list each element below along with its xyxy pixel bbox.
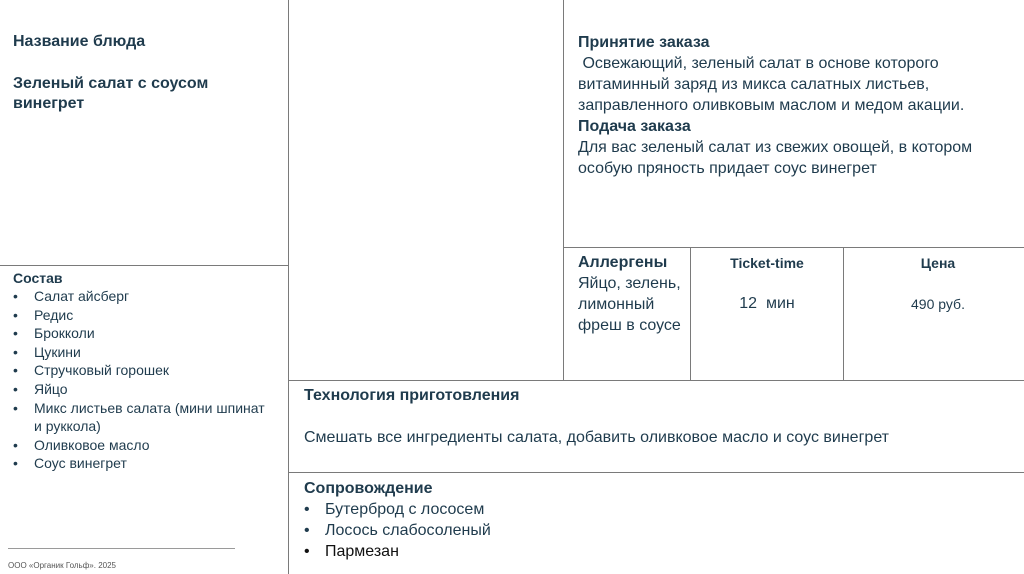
footer-company: ООО «Органик Гольф». 2025	[8, 561, 116, 570]
allergens-section	[578, 252, 686, 336]
order-taking-heading: Принятие заказа	[578, 34, 710, 51]
divider-left-column	[288, 0, 289, 574]
list-item: • Редис	[13, 306, 275, 325]
price-section	[858, 254, 1018, 313]
divider-ticket-price	[843, 247, 844, 380]
accompaniment-heading: Сопровождение	[304, 480, 433, 497]
composition-section	[13, 269, 275, 473]
ticket-time-value: 12 мин	[739, 295, 795, 312]
footer-rule	[8, 548, 235, 549]
ticket-time-heading: Ticket-time	[730, 255, 804, 271]
list-item: • Стручковый горошек	[13, 361, 275, 380]
technology-text: Смешать все ингредиенты салата, добавить оливковое масло и соус винегрет	[304, 429, 890, 446]
list-item: • Яйцо	[13, 380, 275, 399]
list-item: • Оливковое масло	[13, 436, 275, 455]
allergens-text: Яйцо, зелень, лимонный фреш в соусе	[578, 275, 681, 334]
allergens-heading: Аллергены	[578, 254, 668, 271]
divider-accompaniment-top	[288, 472, 1024, 473]
list-item: • Салат айсберг	[13, 287, 275, 306]
order-serving-heading: Подача заказа	[578, 118, 691, 135]
price-value: 490 руб.	[911, 296, 965, 312]
list-item: • Пармезан	[304, 541, 1019, 562]
order-serving-text: Для вас зеленый салат из свежих овощей, в котором особую пряность придает соус винегрет	[578, 139, 973, 177]
dish-name-section	[13, 32, 273, 114]
dish-name: Зеленый салат с соусом винегрет	[13, 75, 209, 112]
divider-description-left	[563, 0, 564, 380]
price-heading: Цена	[920, 255, 956, 271]
order-description-section	[578, 32, 1018, 179]
composition-heading: Состав	[13, 270, 63, 286]
accompaniment-list	[304, 499, 1019, 562]
list-item: • Соус винегрет	[13, 454, 275, 473]
order-taking-text: Освежающий, зеленый салат в основе которого витаминный заряд из микса салатных листьев, заправленного оливковым маслом и медом акации.	[578, 55, 965, 114]
technology-section	[304, 385, 1019, 448]
divider-technology-top	[288, 380, 1024, 381]
list-item: • Бутерброд с лососем	[304, 499, 1019, 520]
list-item: • Цукини	[13, 343, 275, 362]
accompaniment-section	[304, 478, 1019, 562]
list-item: • Микс листьев салата (мини шпинат и руккола)	[13, 399, 275, 436]
divider-left-horizontal	[0, 265, 288, 266]
list-item: • Брокколи	[13, 324, 275, 343]
technology-heading: Технология приготовления	[304, 387, 520, 404]
composition-list	[13, 287, 275, 473]
list-item: • Лосось слабосоленый	[304, 520, 1019, 541]
ticket-time-section	[691, 254, 843, 314]
dish-heading: Название блюда	[13, 33, 146, 50]
divider-info-row-top	[563, 247, 1024, 248]
